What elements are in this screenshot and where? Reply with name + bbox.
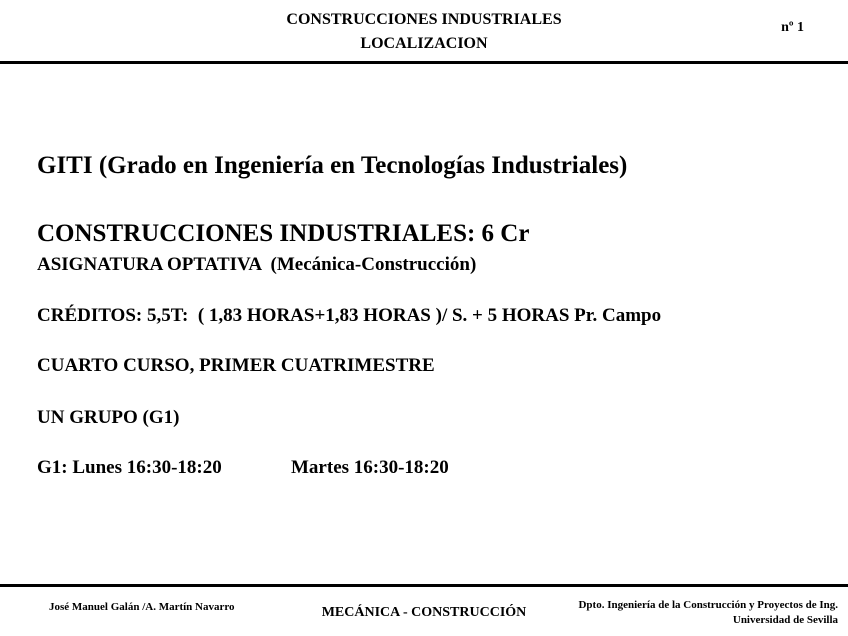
schedule-monday: G1: Lunes 16:30-18:20 xyxy=(37,457,222,478)
groups-line: UN GRUPO (G1) xyxy=(37,407,180,428)
footer-authors: José Manuel Galán /A. Martín Navarro xyxy=(49,601,235,613)
header-title-line2: LOCALIZACION xyxy=(360,35,488,52)
credits-line: CRÉDITOS: 5,5T: ( 1,83 HORAS+1,83 HORAS )/ S. + 5 HORAS Pr. Campo xyxy=(37,305,662,326)
page-number: nº 1 xyxy=(781,20,804,35)
footer-department-line1: Dpto. Ingeniería de la Construcción y Proyectos de Ing. xyxy=(578,599,838,611)
course-heading: CONSTRUCCIONES INDUSTRIALES: 6 Cr xyxy=(37,220,530,247)
degree-heading: GITI (Grado en Ingeniería en Tecnologías Industriales) xyxy=(37,152,628,179)
footer-department xyxy=(578,598,838,628)
header-divider xyxy=(0,61,848,64)
footer-area: MECÁNICA - CONSTRUCCIÓN xyxy=(321,605,527,620)
schedule-tuesday: Martes 16:30-18:20 xyxy=(291,457,449,478)
subject-type: ASIGNATURA OPTATIVA (Mecánica-Construcción) xyxy=(37,254,477,275)
header-title-line1: CONSTRUCCIONES INDUSTRIALES xyxy=(286,11,562,28)
header-title xyxy=(0,8,848,56)
footer-divider xyxy=(0,584,848,587)
year-line: CUARTO CURSO, PRIMER CUATRIMESTRE xyxy=(37,355,435,376)
footer-department-line2: Universidad de Sevilla xyxy=(732,614,838,626)
